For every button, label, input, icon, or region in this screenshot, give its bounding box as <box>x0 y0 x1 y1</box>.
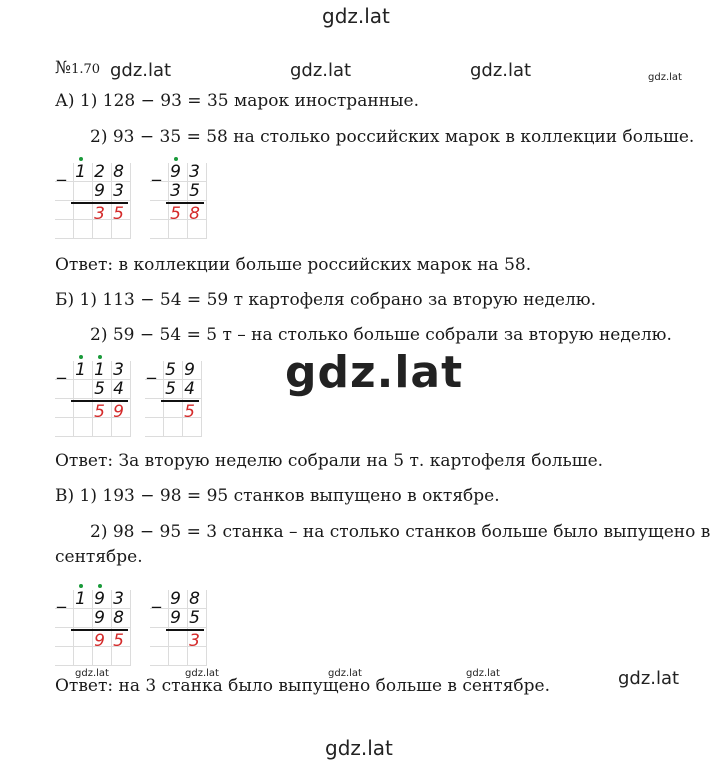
subtrahend-digit: 8 <box>113 608 124 628</box>
watermark-center: gdz.lat <box>285 347 464 398</box>
subtrahend-digit: 4 <box>113 379 124 399</box>
subtraction-bar <box>161 400 199 402</box>
minus-sign: _ <box>147 359 156 380</box>
result-digit: 5 <box>113 204 124 224</box>
result-digit: 5 <box>94 402 105 422</box>
minuend-digit: 5 <box>165 360 176 380</box>
part-c-step2-line1: 2) 98 − 95 = 3 станка – на столько станков больше было выпущено в <box>90 522 711 542</box>
minuend-digit: 1 <box>75 589 86 609</box>
result-digit: 5 <box>170 204 181 224</box>
result-digit <box>166 632 185 651</box>
result-digit: 9 <box>113 402 124 422</box>
minuend-digit: 3 <box>113 589 124 609</box>
carry-dot <box>98 584 102 588</box>
subtrahend-digit: 9 <box>94 181 105 201</box>
subtrahend-digit: 5 <box>165 379 176 399</box>
subtrahend-digit: 5 <box>94 379 105 399</box>
minus-sign: _ <box>57 359 66 380</box>
minus-sign: _ <box>57 588 66 609</box>
task-number-value: 1.70 <box>71 62 101 77</box>
subtrahend-digit: 5 <box>189 608 200 628</box>
subtraction-bar <box>71 400 128 402</box>
watermark-row1-c: gdz.lat <box>470 60 532 81</box>
subtrahend-digit <box>71 182 90 201</box>
minuend-digit: 3 <box>189 162 200 182</box>
carry-dot <box>98 355 102 359</box>
minus-sign: _ <box>152 588 161 609</box>
subtrahend-digit: 3 <box>170 181 181 201</box>
subtrahend-digit: 5 <box>189 181 200 201</box>
subtraction-bar <box>71 629 128 631</box>
subtrahend-digit: 4 <box>184 379 195 399</box>
result-digit <box>71 205 90 224</box>
result-digit: 5 <box>113 631 124 651</box>
subtrahend-digit: 9 <box>94 608 105 628</box>
watermark-top: gdz.lat <box>322 4 390 28</box>
result-digit <box>71 403 90 422</box>
minuend-digit: 2 <box>94 162 105 182</box>
result-digit: 3 <box>189 631 200 651</box>
part-c-step2-line2: сентябре. <box>55 547 143 567</box>
part-a-step2: 2) 93 − 35 = 58 на столько российских марок в коллекции больше. <box>90 127 695 147</box>
part-b-answer: Ответ: За вторую неделю собрали на 5 т. картофеля больше. <box>55 451 604 471</box>
result-digit: 5 <box>184 402 195 422</box>
minuend-digit: 3 <box>113 360 124 380</box>
minuend-digit: 1 <box>75 162 86 182</box>
subtraction-bar <box>166 629 204 631</box>
watermark-bottom-right: gdz.lat <box>618 668 680 689</box>
minus-sign: _ <box>152 161 161 182</box>
task-number-prefix: № <box>55 58 72 78</box>
minuend-digit: 9 <box>184 360 195 380</box>
result-digit <box>71 632 90 651</box>
minuend-digit: 1 <box>94 360 105 380</box>
minuend-digit: 8 <box>189 589 200 609</box>
subtraction-bar <box>71 202 128 204</box>
carry-dot <box>174 157 178 161</box>
result-digit <box>161 403 180 422</box>
minuend-digit: 1 <box>75 360 86 380</box>
result-digit: 3 <box>94 204 105 224</box>
minuend-digit: 9 <box>94 589 105 609</box>
minuend-digit: 9 <box>170 589 181 609</box>
carry-dot <box>79 355 83 359</box>
carry-dot <box>79 584 83 588</box>
subtrahend-digit <box>71 609 90 628</box>
part-b-step1: Б) 1) 113 − 54 = 59 т картофеля собрано за вторую неделю. <box>55 290 596 310</box>
watermark-row1-a: gdz.lat <box>110 60 172 81</box>
result-digit: 9 <box>94 631 105 651</box>
part-c-answer: Ответ: на 3 станка было выпущено больше в сентябре. <box>55 676 551 696</box>
part-c-step1: В) 1) 193 − 98 = 95 станков выпущено в октябре. <box>55 486 500 506</box>
watermark-small-3: gdz.lat <box>328 668 362 679</box>
part-a-answer: Ответ: в коллекции больше российских марок на 58. <box>55 255 532 275</box>
carry-dot <box>79 157 83 161</box>
subtrahend-digit <box>71 380 90 399</box>
watermark-bottom: gdz.lat <box>325 736 393 760</box>
part-b-step2: 2) 59 − 54 = 5 т – на столько больше собрали за вторую неделю. <box>90 325 672 345</box>
subtrahend-digit: 9 <box>170 608 181 628</box>
subtraction-bar <box>166 202 204 204</box>
watermark-small-2: gdz.lat <box>185 668 219 679</box>
watermark-row1-b: gdz.lat <box>290 60 352 81</box>
result-digit: 8 <box>189 204 200 224</box>
watermark-small-4: gdz.lat <box>466 668 500 679</box>
watermark-small-1: gdz.lat <box>75 668 109 679</box>
minus-sign: _ <box>57 161 66 182</box>
part-a-step1: А) 1) 128 − 93 = 35 марок иностранные. <box>55 91 419 111</box>
minuend-digit: 8 <box>113 162 124 182</box>
task-number <box>55 58 100 78</box>
minuend-digit: 9 <box>170 162 181 182</box>
subtrahend-digit: 3 <box>113 181 124 201</box>
watermark-small-top-right: gdz.lat <box>648 72 682 83</box>
